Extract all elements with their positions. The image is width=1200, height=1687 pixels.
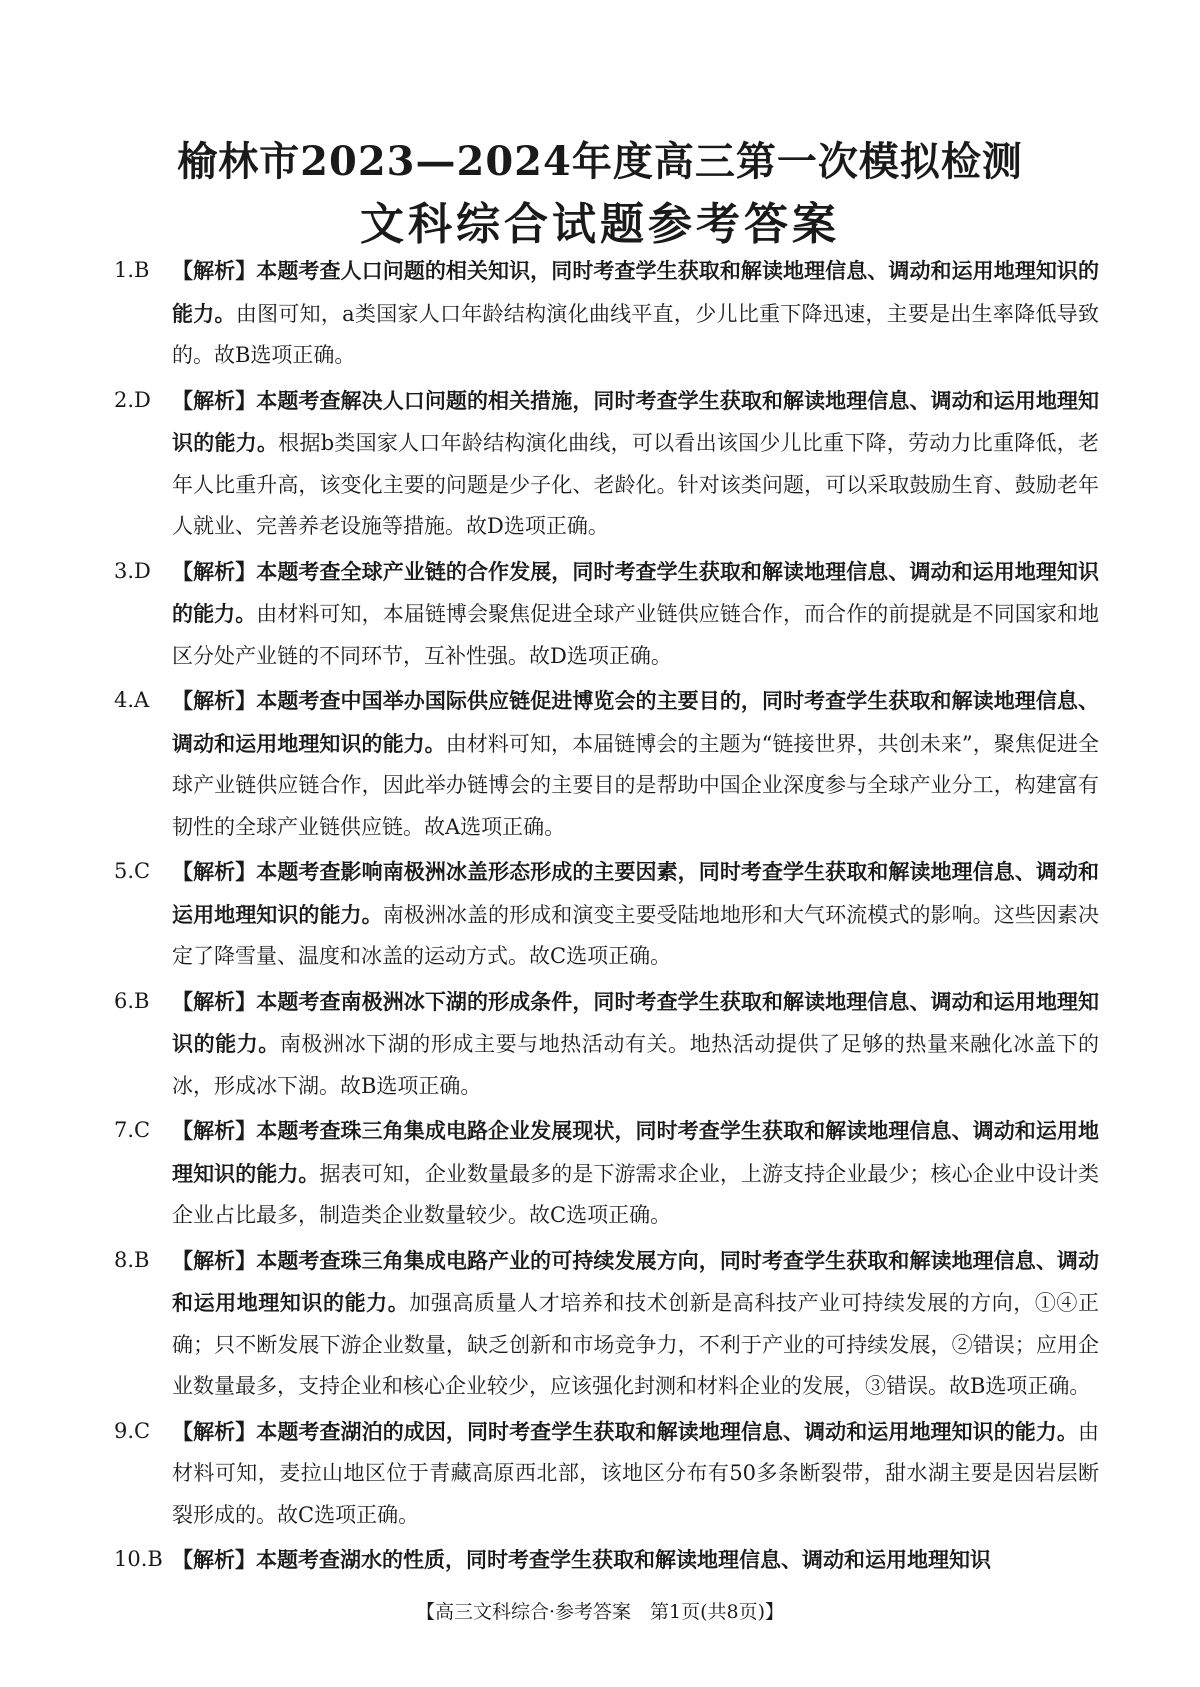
analysis-tag: 【解析】 [172, 387, 257, 413]
answer-item-9 [114, 1411, 1099, 1537]
answer-number: 7.C [114, 1118, 151, 1142]
answer-item-8 [114, 1240, 1099, 1408]
analysis-lead: 本题考查珠三角集成电路产业的可持续发展方向，同时考查学生获取和解读地理信息、调动和运用地理知识的能力。 [172, 1247, 1099, 1315]
answer-list [114, 250, 1099, 1585]
analysis-tag: 【解析】 [172, 258, 257, 283]
analysis-body: 据表可知，企业数量最多的是下游需求企业，上游支持企业最少；核心企业中设计类企业占比最多，制造类企业数量较少。故C选项正确。 [172, 1161, 1100, 1227]
answer-explanation [172, 551, 1099, 678]
answer-number: 2.D [114, 387, 151, 412]
answer-item-5 [114, 851, 1099, 978]
answer-number: 8.B [114, 1247, 150, 1272]
answer-explanation [172, 1539, 1099, 1582]
analysis-body: 根据b类国家人口年龄结构演化曲线，可以看出该国少儿比重下降，劳动力比重降低，老年人比重升高，该变化主要的问题是少子化、老龄化。针对该类问题，可以采取鼓励生育、鼓励老年人就业、完善养老设施等措施。故D选项正确。 [172, 431, 1099, 538]
answer-explanation [172, 851, 1099, 978]
answer-item-3 [114, 551, 1099, 678]
analysis-tag: 【解析】 [172, 1547, 256, 1572]
analysis-lead: 本题考查中国举办国际供应链促进博览会的主要目的，同时考查学生获取和解读地理信息、调动和运用地理知识的能力。 [172, 688, 1099, 756]
answer-item-10 [114, 1539, 1099, 1582]
analysis-body: 由图可知，a类国家人口年龄结构演化曲线平直，少儿比重下降迅速，主要是出生率降低导致的。故B选项正确。 [172, 301, 1099, 367]
analysis-body: 南极洲冰下湖的形成主要与地热活动有关。地热活动提供了足够的热量来融化冰盖下的冰，形成冰下湖。故B选项正确。 [172, 1032, 1099, 1098]
analysis-lead: 本题考查湖泊的成因，同时考查学生获取和解读地理信息、调动和运用地理知识的能力。 [256, 1418, 1078, 1444]
exam-title: 榆林市2023—2024年度高三第一次模拟检测 [177, 138, 1023, 185]
answer-number: 3.D [114, 558, 151, 583]
analysis-tag: 【解析】 [172, 1418, 257, 1444]
analysis-body: 加强高质量人才培养和技术创新是高科技产业可持续发展的方向，①④正确；只不断发展下游企业数量，缺乏创新和市场竞争力，不利于产业的可持续发展，②错误；应用企业数量最多，支持企业和核心企业较少，应该强化封测和材料企业的发展，③错误。故B选项正确。 [172, 1291, 1100, 1398]
analysis-tag: 【解析】 [172, 1118, 257, 1143]
analysis-body: 由材料可知，本届链博会的主题为“链接世界，共创未来”，聚焦促进全球产业链供应链合作，因此举办链博会的主要目的是帮助中国企业深度参与全球产业分工，构建富有韧性的全球产业链供应链。故A选项正确。 [172, 731, 1099, 839]
page-footer: 【高三文科综合·参考答案 第1页(共8页)】 [415, 1601, 785, 1623]
answer-explanation [172, 680, 1099, 848]
analysis-tag: 【解析】 [172, 558, 257, 584]
answer-number: 1.B [114, 258, 150, 282]
answer-number: 9.C [114, 1418, 151, 1443]
answer-explanation [172, 1411, 1099, 1537]
answer-item-4 [114, 680, 1099, 848]
answer-item-2 [114, 380, 1099, 548]
analysis-lead: 本题考查人口问题的相关知识，同时考查学生获取和解读地理信息、调动和运用地理知识的能力。 [172, 258, 1099, 326]
answer-explanation [172, 1240, 1099, 1408]
analysis-body: 由材料可知，麦拉山地区位于青藏高原西北部，该地区分布有50多条断裂带，甜水湖主要是因岩层断裂形成的。故C选项正确。 [172, 1419, 1099, 1527]
analysis-lead: 本题考查珠三角集成电路企业发展现状，同时考查学生获取和解读地理信息、调动和运用地理知识的能力。 [172, 1118, 1099, 1186]
answer-number: 4.A [114, 688, 150, 712]
answer-number: 10.B [114, 1547, 163, 1571]
analysis-body: 南极洲冰盖的形成和演变主要受陆地地形和大气环流模式的影响。这些因素决定了降雪量、温度和冰盖的运动方式。故C选项正确。 [172, 902, 1100, 968]
answer-key-subtitle: 文科综合试题参考答案 [360, 199, 840, 250]
analysis-tag: 【解析】 [172, 859, 257, 884]
answer-item-6 [114, 981, 1099, 1108]
analysis-lead: 本题考查湖水的性质，同时考查学生获取和解读地理信息、调动和运用地理知识 [256, 1547, 991, 1572]
analysis-lead: 本题考查南极洲冰下湖的形成条件，同时考查学生获取和解读地理信息、调动和运用地理知识的能力。 [172, 988, 1099, 1056]
analysis-tag: 【解析】 [172, 988, 257, 1014]
analysis-lead: 本题考查影响南极洲冰盖形态形成的主要因素，同时考查学生获取和解读地理信息、调动和运用地理知识的能力。 [172, 859, 1099, 927]
answer-item-7 [114, 1110, 1099, 1237]
answer-explanation [172, 250, 1099, 377]
answer-number: 6.B [114, 988, 150, 1013]
analysis-tag: 【解析】 [172, 1247, 257, 1273]
answer-explanation [172, 981, 1099, 1108]
answer-explanation [172, 1110, 1099, 1237]
answer-number: 5.C [114, 859, 151, 883]
answer-explanation [172, 380, 1099, 548]
answer-item-1 [114, 250, 1099, 377]
analysis-tag: 【解析】 [172, 688, 257, 713]
analysis-lead: 本题考查全球产业链的合作发展，同时考查学生获取和解读地理信息、调动和运用地理知识的能力。 [172, 558, 1099, 626]
analysis-lead: 本题考查解决人口问题的相关措施，同时考查学生获取和解读地理信息、调动和运用地理知识的能力。 [172, 387, 1099, 455]
analysis-body: 由材料可知，本届链博会聚焦促进全球产业链供应链合作，而合作的前提就是不同国家和地区分处产业链的不同环节，互补性强。故D选项正确。 [172, 602, 1099, 668]
